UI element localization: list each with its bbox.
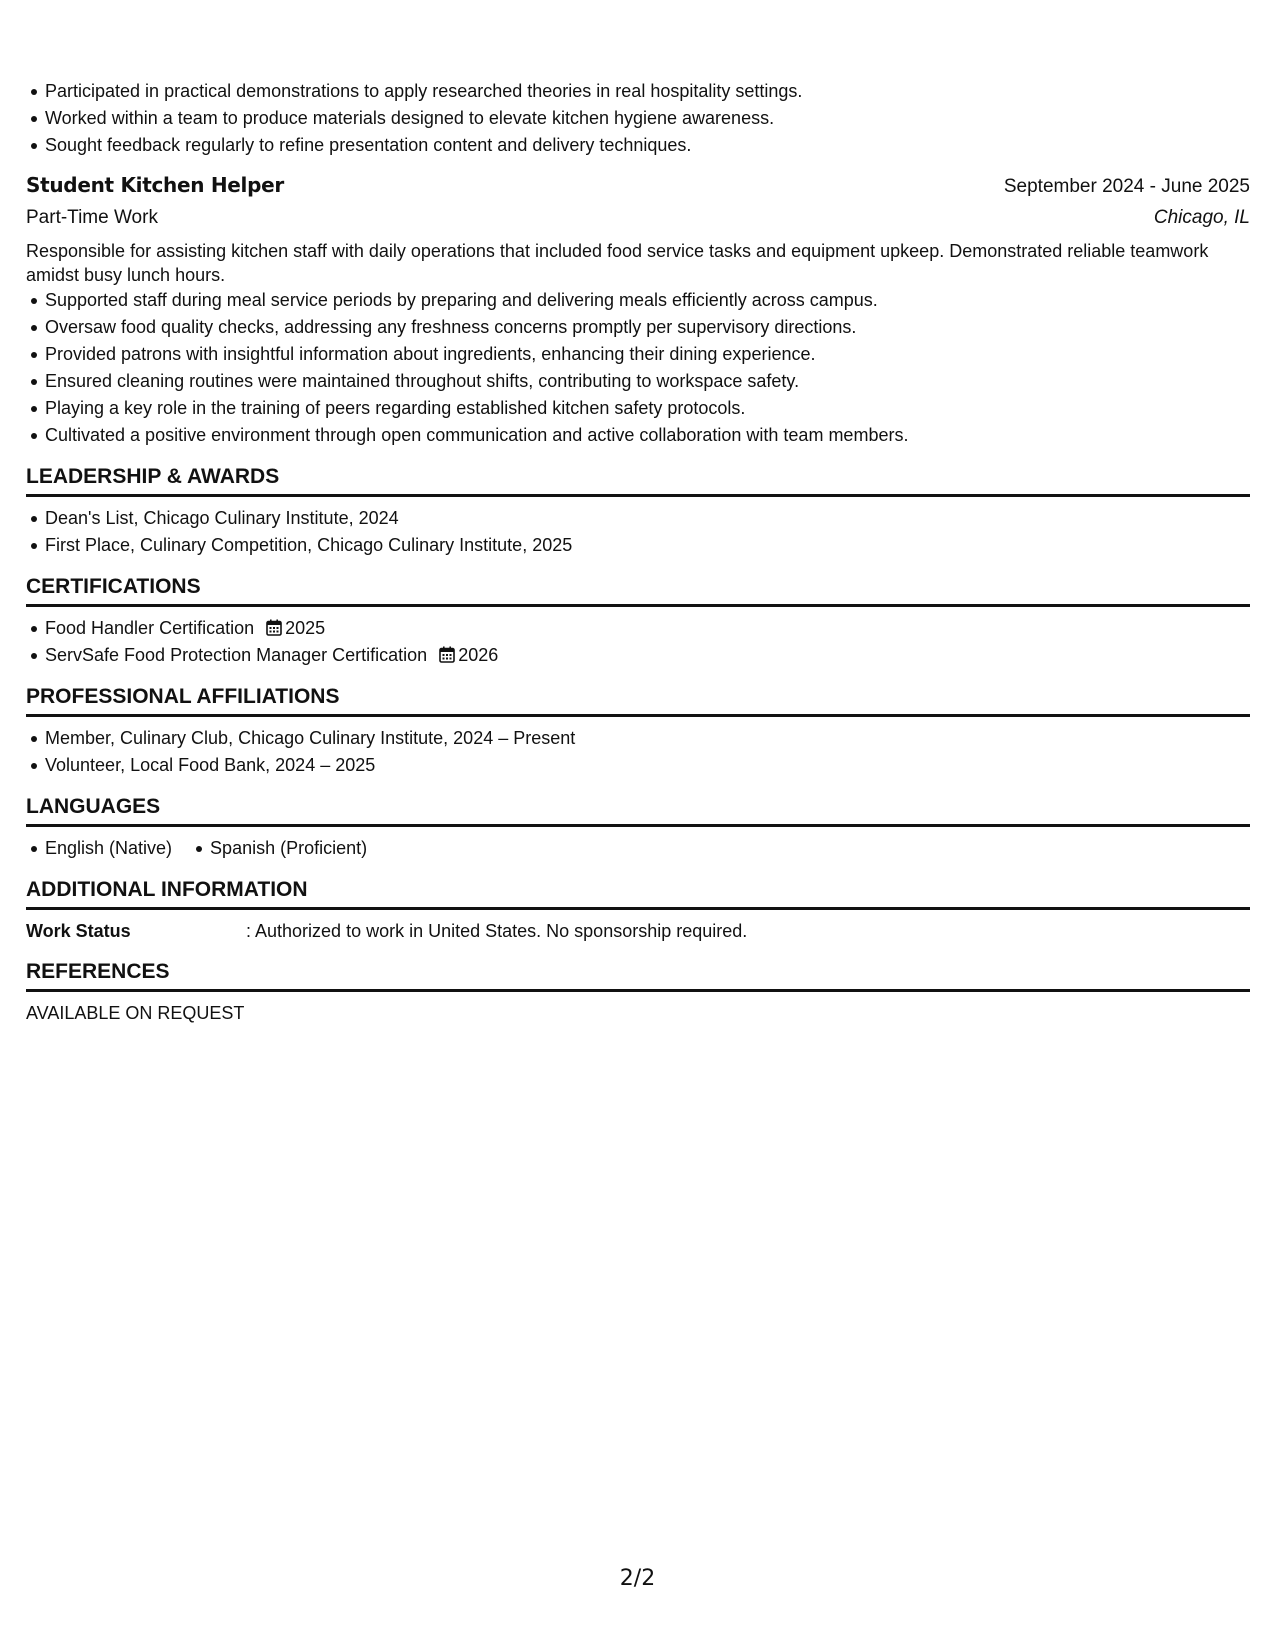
certification-year: 2025 [285, 618, 326, 638]
list-item: Sought feedback regularly to refine presentation content and delivery techniques. [45, 132, 1250, 159]
references-section [26, 958, 1250, 1026]
leadership-section [26, 463, 1250, 559]
list-item: Cultivated a positive environment through open communication and active collaboration with team members. [45, 422, 1250, 449]
resume-page [26, 78, 1250, 1026]
language-item: English (Native) [45, 835, 172, 862]
job-dates: September 2024 - June 2025 [1003, 176, 1250, 197]
work-status-value: : Authorized to work in United States. No sponsorship required. [246, 921, 748, 941]
section-title: REFERENCES [26, 958, 1250, 992]
list-item: Worked within a team to produce materials designed to elevate kitchen hygiene awareness. [45, 105, 1250, 132]
list-item: Member, Culinary Club, Chicago Culinary Institute, 2024 – Present [45, 725, 1250, 752]
job-bullets [26, 287, 1250, 449]
list-item: Participated in practical demonstrations to apply researched theories in real hospitality settings. [45, 78, 1250, 105]
list-item [45, 642, 1250, 669]
job-title: Student Kitchen Helper [26, 173, 284, 197]
section-title: LEADERSHIP & AWARDS [26, 463, 1250, 497]
certifications-section [26, 573, 1250, 669]
section-title: CERTIFICATIONS [26, 573, 1250, 607]
list-item: Volunteer, Local Food Bank, 2024 – 2025 [45, 752, 1250, 779]
certification-name: ServSafe Food Protection Manager Certification [45, 645, 428, 665]
affiliations-section [26, 683, 1250, 779]
previous-job-bullets [26, 78, 1250, 159]
job-type: Part-Time Work [26, 207, 158, 228]
job-location: Chicago, IL [1153, 207, 1250, 228]
list-item: Oversaw food quality checks, addressing any freshness concerns promptly per supervisory directions. [45, 314, 1250, 341]
list-item: Ensured cleaning routines were maintained throughout shifts, contributing to workspace safety. [45, 368, 1250, 395]
page-number: 2/2 [619, 1566, 656, 1591]
list-item: Provided patrons with insightful information about ingredients, enhancing their dining experience. [45, 341, 1250, 368]
work-status-label: Work Status [26, 921, 131, 941]
additional-info-section [26, 876, 1250, 944]
job-description: Responsible for assisting kitchen staff with daily operations that included food service tasks and equipment upkeep. Demonstrated reliable teamwork amidst busy lunch hours. [26, 241, 1209, 285]
certification-name: Food Handler Certification [45, 618, 255, 638]
references-text: AVAILABLE ON REQUEST [26, 1003, 245, 1023]
section-title: ADDITIONAL INFORMATION [26, 876, 1250, 910]
list-item: Supported staff during meal service periods by preparing and delivering meals efficiently across campus. [45, 287, 1250, 314]
languages-section [26, 793, 1250, 862]
section-title: LANGUAGES [26, 793, 1250, 827]
certification-year: 2026 [458, 645, 499, 665]
list-item [45, 615, 1250, 642]
list-item: Playing a key role in the training of peers regarding established kitchen safety protocols. [45, 395, 1250, 422]
calendar-icon [439, 646, 455, 663]
calendar-icon [266, 619, 282, 636]
list-item: First Place, Culinary Competition, Chicago Culinary Institute, 2025 [45, 532, 1250, 559]
list-item: Dean's List, Chicago Culinary Institute, 2024 [45, 505, 1250, 532]
section-title: PROFESSIONAL AFFILIATIONS [26, 683, 1250, 717]
language-item: Spanish (Proficient) [210, 835, 367, 862]
job-entry [26, 171, 1250, 449]
